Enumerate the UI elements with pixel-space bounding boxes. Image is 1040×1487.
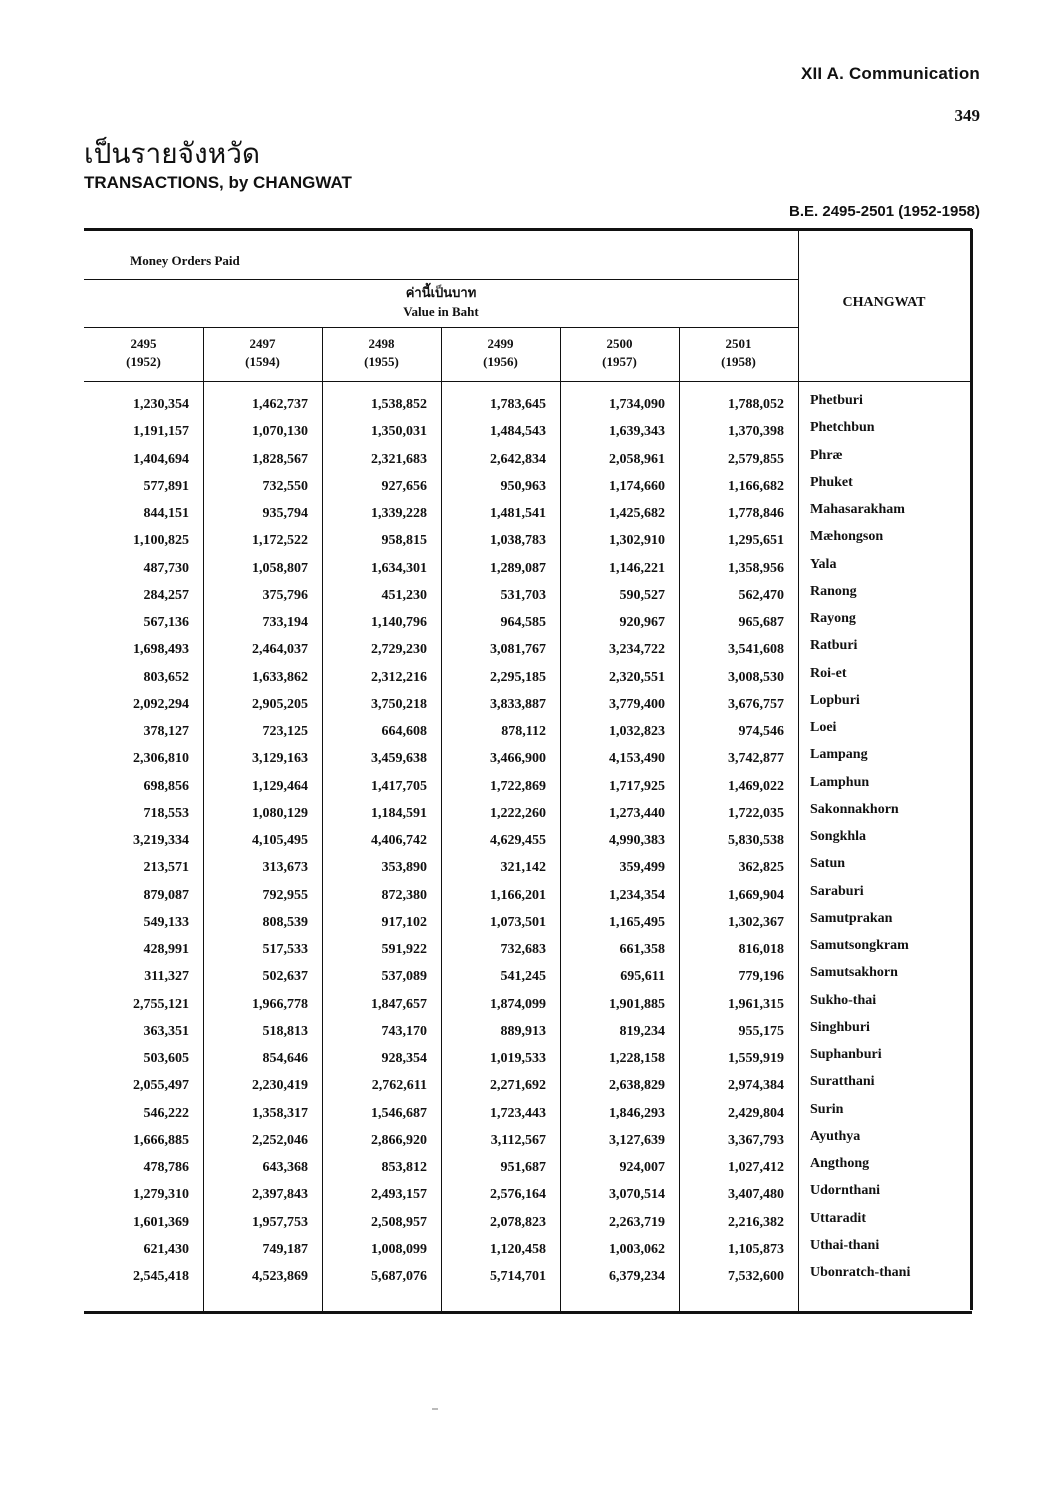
year-ce: (1955)	[364, 354, 399, 369]
value-cell: 2,078,823	[490, 1214, 546, 1230]
value-cell: 955,175	[738, 1023, 784, 1039]
value-cell: 4,406,742	[371, 833, 427, 848]
changwat-name: Rayong	[810, 611, 856, 626]
value-cell: 3,008,530	[728, 669, 784, 685]
value-cell: 2,271,692	[490, 1078, 546, 1094]
value-cell: 1,105,873	[728, 1241, 784, 1257]
table-row	[84, 529, 972, 560]
value-cell: 1,788,052	[728, 397, 784, 412]
value-cell: 591,922	[381, 942, 427, 957]
value-cell: 4,105,495	[252, 833, 308, 848]
changwat-name: Satun	[810, 856, 846, 872]
year-ce: (1594)	[245, 354, 280, 369]
value-cell: 541,245	[500, 969, 546, 985]
value-cell: 951,687	[500, 1160, 546, 1175]
value-cell: 1,289,087	[490, 560, 546, 576]
value-cell: 698,856	[143, 778, 189, 794]
value-cell: 792,955	[262, 887, 308, 903]
value-cell: 1,080,129	[252, 805, 308, 821]
value-cell: 1,140,796	[371, 615, 427, 630]
value-cell: 2,642,834	[490, 451, 546, 467]
value-cell: 1,191,157	[133, 424, 189, 440]
value-cell: 1,717,925	[609, 778, 665, 794]
value-cell: 1,957,753	[252, 1214, 308, 1230]
value-cell: 478,786	[143, 1160, 189, 1175]
value-cell: 920,967	[619, 615, 665, 630]
value-cell: 621,430	[143, 1241, 189, 1257]
value-cell: 1,273,440	[609, 805, 665, 821]
value-cell: 359,499	[619, 860, 665, 876]
changwat-name: Loei	[810, 720, 837, 735]
changwat-name: Samutsakhorn	[810, 965, 898, 981]
value-cell: 2,230,419	[252, 1078, 308, 1094]
changwat-name: Sakonnakhorn	[810, 801, 899, 817]
year-header	[84, 335, 203, 371]
value-cell: 749,187	[262, 1241, 308, 1257]
value-cell: 502,637	[262, 969, 308, 985]
section-label: XII A. Communication	[800, 64, 980, 83]
changwat-name: Phetchbun	[810, 420, 875, 436]
value-cell: 503,605	[143, 1051, 189, 1066]
value-cell: 1,302,910	[609, 533, 665, 549]
value-cell: 1,417,705	[371, 778, 427, 794]
table-row	[84, 1265, 972, 1296]
value-cell: 3,407,480	[728, 1187, 784, 1203]
value-cell: 1,666,885	[133, 1132, 189, 1148]
value-cell: 732,683	[500, 942, 546, 957]
value-cell: 1,723,443	[490, 1105, 546, 1121]
value-cell: 2,508,957	[371, 1214, 427, 1230]
value-cell: 958,815	[381, 533, 427, 549]
year-be: 2497	[249, 336, 276, 351]
title-english: TRANSACTIONS, by CHANGWAT	[84, 173, 352, 192]
value-cell: 1,019,533	[490, 1051, 546, 1066]
value-cell: 2,729,230	[371, 642, 427, 658]
value-cell: 537,089	[381, 969, 427, 985]
value-cell: 2,252,046	[252, 1132, 308, 1148]
value-cell: 2,464,037	[252, 642, 308, 658]
value-cell: 549,133	[143, 914, 189, 930]
value-cell: 1,901,885	[609, 996, 665, 1012]
value-cell: 965,687	[738, 615, 784, 630]
value-cell: 889,913	[500, 1023, 546, 1039]
value-cell: 1,295,651	[728, 533, 784, 549]
year-be: 2500	[606, 336, 633, 351]
value-cell: 808,539	[262, 914, 308, 930]
value-cell: 1,546,687	[371, 1105, 427, 1121]
value-cell: 1,874,099	[490, 996, 546, 1012]
header-rule-group	[84, 279, 798, 280]
value-cell: 1,165,495	[609, 914, 665, 930]
value-cell: 2,493,157	[371, 1187, 427, 1203]
changwat-name: Suphanburi	[810, 1047, 882, 1062]
value-cell: 1,633,862	[252, 669, 308, 685]
changwat-name: Lamphun	[810, 774, 870, 790]
value-cell: 803,652	[143, 669, 189, 685]
value-cell: 451,230	[381, 587, 427, 603]
value-cell: 1,003,062	[609, 1241, 665, 1257]
value-cell: 779,196	[738, 969, 784, 985]
value-cell: 1,070,130	[252, 424, 308, 440]
page-number: 349	[954, 106, 980, 125]
year-header	[441, 335, 560, 371]
value-cell: 311,327	[144, 969, 189, 985]
value-cell: 844,151	[143, 506, 189, 521]
year-ce: (1952)	[126, 354, 161, 369]
value-cell: 3,234,722	[609, 642, 665, 658]
value-cell: 213,571	[143, 860, 189, 876]
value-cell: 1,783,645	[490, 397, 546, 412]
changwat-name: Lopburi	[810, 692, 860, 708]
value-cell: 917,102	[381, 914, 427, 930]
header-rule-bottom	[84, 381, 972, 382]
value-cell: 1,038,783	[490, 533, 546, 549]
scan-speck	[432, 1408, 438, 1410]
value-cell: 1,008,099	[371, 1241, 427, 1257]
value-cell: 3,127,639	[609, 1132, 665, 1148]
changwat-header: CHANGWAT	[842, 295, 926, 310]
value-cell: 950,963	[500, 478, 546, 494]
value-cell: 428,991	[143, 942, 189, 957]
value-cell: 3,219,334	[133, 833, 189, 848]
value-cell: 1,462,737	[252, 397, 308, 412]
group-label: Money Orders Paid	[130, 253, 240, 268]
value-cell: 6,379,234	[609, 1269, 665, 1284]
value-cell: 375,796	[262, 587, 308, 603]
value-cell: 853,812	[381, 1160, 427, 1175]
value-cell: 4,990,383	[609, 833, 665, 848]
changwat-name: Ayuthya	[810, 1128, 861, 1144]
value-cell: 378,127	[143, 724, 189, 739]
period-label: B.E. 2495-2501 (1952-1958)	[789, 203, 980, 220]
changwat-name: Yala	[810, 556, 837, 572]
value-cell: 2,321,683	[371, 451, 427, 467]
value-cell: 3,459,638	[371, 751, 427, 767]
value-cell: 2,058,961	[609, 451, 665, 467]
value-cell: 1,174,660	[609, 478, 665, 494]
value-cell: 1,722,035	[728, 805, 784, 821]
value-cell: 1,722,869	[490, 778, 546, 794]
value-cell: 3,742,877	[728, 751, 784, 767]
changwat-name: Surin	[810, 1101, 844, 1117]
changwat-name: Lampang	[810, 747, 868, 763]
title-thai: เป็นรายจังหวัด	[84, 137, 261, 170]
value-cell: 2,905,205	[252, 696, 308, 712]
year-ce: (1958)	[721, 354, 756, 369]
value-cell: 531,703	[500, 587, 546, 603]
changwat-name: Saraburi	[810, 883, 864, 899]
value-cell: 2,320,551	[609, 669, 665, 685]
value-cell: 2,974,384	[728, 1078, 784, 1094]
value-cell: 3,112,567	[490, 1132, 546, 1148]
value-cell: 517,533	[262, 942, 308, 957]
changwat-name: Uttaradit	[810, 1210, 866, 1226]
value-cell: 2,429,804	[728, 1105, 784, 1121]
value-cell: 1,559,919	[728, 1051, 784, 1066]
value-cell: 546,222	[143, 1105, 189, 1121]
changwat-name: Singhburi	[810, 1019, 870, 1035]
value-cell: 661,358	[619, 942, 665, 957]
year-ce: (1957)	[602, 354, 637, 369]
value-cell: 743,170	[381, 1023, 427, 1039]
value-cell: 643,368	[262, 1160, 308, 1175]
changwat-name: Ranong	[810, 583, 857, 599]
value-label-en: Value in Baht	[403, 304, 479, 319]
value-cell: 4,153,490	[609, 751, 665, 767]
value-cell: 1,234,354	[609, 887, 665, 903]
value-cell: 2,545,418	[133, 1269, 189, 1284]
value-cell: 1,601,369	[133, 1214, 189, 1230]
value-cell: 590,527	[619, 587, 665, 603]
value-cell: 664,608	[381, 724, 427, 739]
changwat-name: Ubonratch-thani	[810, 1265, 911, 1280]
value-cell: 321,142	[500, 860, 546, 876]
year-header	[560, 335, 679, 371]
value-cell: 3,676,757	[728, 696, 784, 712]
value-cell: 927,656	[381, 478, 427, 494]
data-table	[84, 228, 972, 1314]
changwat-name: Uthai-thani	[810, 1237, 880, 1253]
changwat-name: Phetburi	[810, 393, 863, 408]
value-cell: 2,866,920	[371, 1132, 427, 1148]
value-cell: 3,750,218	[371, 696, 427, 712]
value-cell: 1,481,541	[490, 506, 546, 521]
value-cell: 1,172,522	[252, 533, 308, 549]
value-cell: 2,762,611	[371, 1078, 427, 1094]
value-cell: 1,966,778	[252, 996, 308, 1012]
changwat-name: Suratthani	[810, 1074, 875, 1090]
value-cell: 1,100,825	[133, 533, 189, 549]
value-cell: 1,222,260	[490, 805, 546, 821]
value-cell: 2,306,810	[133, 751, 189, 767]
value-cell: 1,358,317	[252, 1105, 308, 1121]
value-cell: 3,466,900	[490, 751, 546, 767]
value-cell: 3,081,767	[490, 642, 546, 658]
year-be: 2498	[368, 336, 395, 351]
changwat-name: Sukho-thai	[810, 992, 877, 1008]
value-cell: 723,125	[262, 724, 308, 739]
value-cell: 879,087	[143, 887, 189, 903]
value-cell: 1,166,201	[490, 887, 546, 903]
year-be: 2495	[130, 336, 157, 351]
value-cell: 3,541,608	[728, 642, 784, 658]
value-cell: 1,698,493	[133, 642, 189, 658]
value-cell: 1,469,022	[728, 778, 784, 794]
value-cell: 3,833,887	[490, 696, 546, 712]
value-cell: 7,532,600	[728, 1269, 784, 1284]
value-cell: 4,629,455	[490, 833, 546, 848]
value-cell: 1,425,682	[609, 506, 665, 521]
value-cell: 935,794	[262, 506, 308, 521]
value-cell: 567,136	[143, 615, 189, 630]
value-cell: 928,354	[381, 1051, 427, 1066]
value-cell: 1,166,682	[728, 478, 784, 494]
value-cell: 1,778,846	[728, 506, 784, 521]
changwat-name: Ratburi	[810, 638, 858, 654]
changwat-name: Udornthani	[810, 1183, 881, 1199]
value-header	[84, 285, 798, 321]
value-cell: 1,027,412	[728, 1160, 784, 1175]
value-cell: 518,813	[262, 1023, 308, 1039]
value-cell: 577,891	[143, 478, 189, 494]
value-cell: 1,828,567	[252, 451, 308, 467]
year-ce: (1956)	[483, 354, 518, 369]
changwat-name: Mahasarakham	[810, 502, 905, 517]
value-cell: 1,228,158	[609, 1051, 665, 1066]
value-cell: 1,961,315	[728, 996, 784, 1012]
value-cell: 313,673	[262, 860, 308, 876]
year-be: 2501	[725, 336, 752, 351]
changwat-name: Samutprakan	[810, 910, 893, 926]
value-cell: 487,730	[143, 560, 189, 576]
value-cell: 4,523,869	[252, 1269, 308, 1284]
value-cell: 2,579,855	[728, 451, 784, 467]
value-cell: 1,073,501	[490, 914, 546, 930]
value-cell: 1,370,398	[728, 424, 784, 440]
changwat-name: Phræ	[810, 447, 843, 463]
value-cell: 3,070,514	[609, 1187, 665, 1203]
value-cell: 3,367,793	[728, 1132, 784, 1148]
value-cell: 2,638,829	[609, 1078, 665, 1094]
value-cell: 974,546	[738, 724, 784, 739]
value-cell: 816,018	[738, 942, 784, 957]
value-cell: 353,890	[381, 860, 427, 876]
changwat-name: Angthong	[810, 1156, 870, 1171]
value-cell: 1,058,807	[252, 560, 308, 576]
year-header	[203, 335, 322, 371]
value-cell: 1,538,852	[371, 397, 427, 412]
value-cell: 3,129,163	[252, 751, 308, 767]
value-cell: 1,350,031	[371, 424, 427, 440]
value-cell: 2,397,843	[252, 1187, 308, 1203]
changwat-name: Roi-et	[810, 665, 847, 681]
value-cell: 1,734,090	[609, 397, 665, 412]
year-header	[679, 335, 798, 371]
value-cell: 3,779,400	[609, 696, 665, 712]
value-cell: 1,302,367	[728, 914, 784, 930]
value-cell: 5,830,538	[728, 833, 784, 848]
value-cell: 733,194	[262, 615, 308, 630]
value-cell: 1,129,464	[252, 778, 308, 794]
value-cell: 284,257	[143, 587, 189, 603]
value-cell: 1,669,904	[728, 887, 784, 903]
value-cell: 695,611	[620, 969, 665, 985]
value-cell: 1,404,694	[133, 451, 189, 467]
value-cell: 854,646	[262, 1051, 308, 1066]
value-cell: 2,576,164	[490, 1187, 546, 1203]
value-cell: 1,339,228	[371, 506, 427, 521]
value-cell: 718,553	[143, 805, 189, 821]
value-cell: 732,550	[262, 478, 308, 494]
value-cell: 878,112	[501, 724, 546, 739]
value-cell: 964,585	[500, 615, 546, 630]
value-cell: 924,007	[619, 1160, 665, 1175]
value-cell: 1,846,293	[609, 1105, 665, 1121]
value-cell: 2,092,294	[133, 696, 189, 712]
value-cell: 1,146,221	[609, 560, 665, 576]
changwat-name: Samutsongkram	[810, 938, 909, 953]
year-header	[322, 335, 441, 371]
value-cell: 5,687,076	[371, 1269, 427, 1284]
value-cell: 1,184,591	[371, 805, 427, 821]
value-cell: 1,847,657	[371, 996, 427, 1012]
value-cell: 1,639,343	[609, 424, 665, 440]
value-cell: 1,484,543	[490, 424, 546, 440]
value-cell: 2,263,719	[609, 1214, 665, 1230]
value-cell: 2,755,121	[133, 996, 189, 1012]
value-cell: 362,825	[738, 860, 784, 876]
table-row	[84, 692, 972, 724]
value-cell: 1,230,354	[133, 397, 189, 412]
value-cell: 819,234	[619, 1023, 665, 1039]
value-cell: 2,055,497	[133, 1078, 189, 1094]
value-cell: 363,351	[143, 1023, 189, 1039]
changwat-name: Songkhla	[810, 829, 867, 844]
value-label-thai: ค่านี้เป็นบาท	[405, 286, 477, 301]
value-cell: 872,380	[381, 887, 427, 903]
value-cell: 1,120,458	[490, 1241, 546, 1257]
value-cell: 562,470	[738, 587, 784, 603]
value-cell: 1,634,301	[371, 560, 427, 576]
value-cell: 1,032,823	[609, 724, 665, 739]
year-be: 2499	[487, 336, 514, 351]
value-cell: 1,358,956	[728, 560, 784, 576]
changwat-name: Mæhongson	[810, 529, 884, 545]
value-cell: 1,279,310	[133, 1187, 189, 1203]
value-cell: 2,295,185	[490, 669, 546, 685]
value-cell: 2,312,216	[371, 669, 427, 685]
changwat-name: Phuket	[810, 474, 853, 490]
value-cell: 2,216,382	[728, 1214, 784, 1230]
value-cell: 5,714,701	[490, 1269, 546, 1284]
